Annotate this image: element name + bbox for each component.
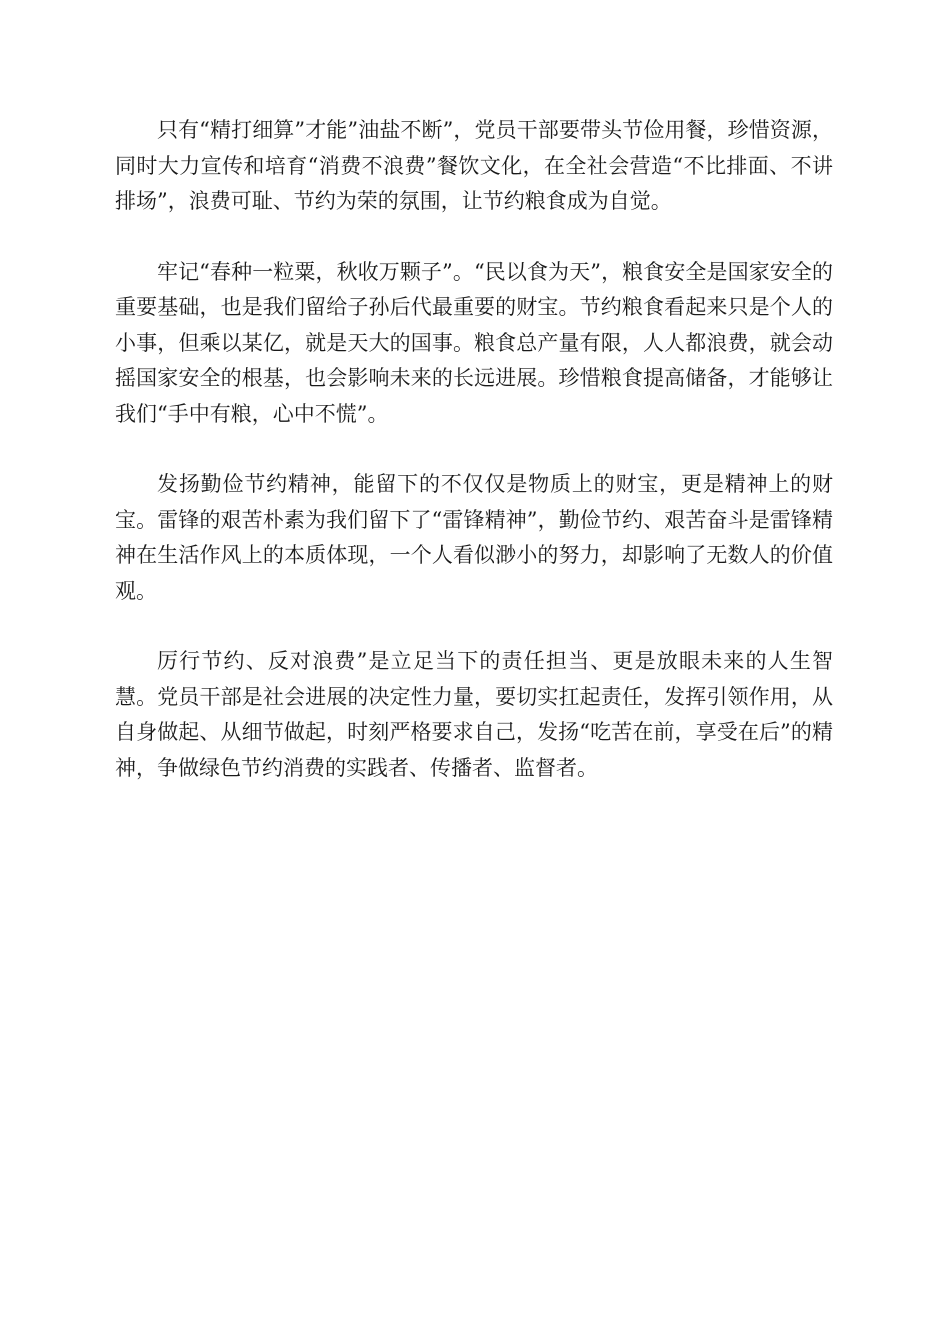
paragraph-frugal-dining: 只有“精打细算”才能”油盐不断”，党员干部要带头节俭用餐，珍惜资源，同时大力宣传和培育“消费不浪费”餐饮文化，在全社会营造“不比排面、不讲排场”，浪费可耻、节约为荣的氛围，让节约粮食成为自觉。	[115, 118, 833, 213]
paragraph-lei-feng-spirit: 发扬勤俭节约精神，能留下的不仅仅是物质上的财宝，更是精神上的财宝。雷锋的艰苦朴素为我们留下了“雷锋精神”，勤俭节约、艰苦奋斗是雷锋精神在生活作风上的本质体现，一个人看似渺小的努力，却影响了无数人的价值观。	[115, 472, 833, 603]
document-body	[115, 113, 833, 821]
paragraph-food-security: 牢记“春种一粒粟，秋收万颗子”。“民以食为天”，粮食安全是国家安全的重要基础，也是我们留给子孙后代最重要的财宝。节约粮食看起来只是个人的小事，但乘以某亿，就是天大的国事。粮食总产量有限，人人都浪费，就会动摇国家安全的根基，也会影响未来的长远进展。珍惜粮食提高储备，才能够让我们“手中有粮，心中不慌”。	[115, 259, 833, 426]
paragraph-party-responsibility: 厉行节约、反对浪费”是立足当下的责任担当、更是放眼未来的人生智慧。党员干部是社会进展的决定性力量，要切实扛起责任，发挥引领作用，从自身做起、从细节做起，时刻严格要求自己，发扬“吃苦在前，享受在后”的精神，争做绿色节约消费的实践者、传播者、监督者。	[115, 649, 833, 780]
